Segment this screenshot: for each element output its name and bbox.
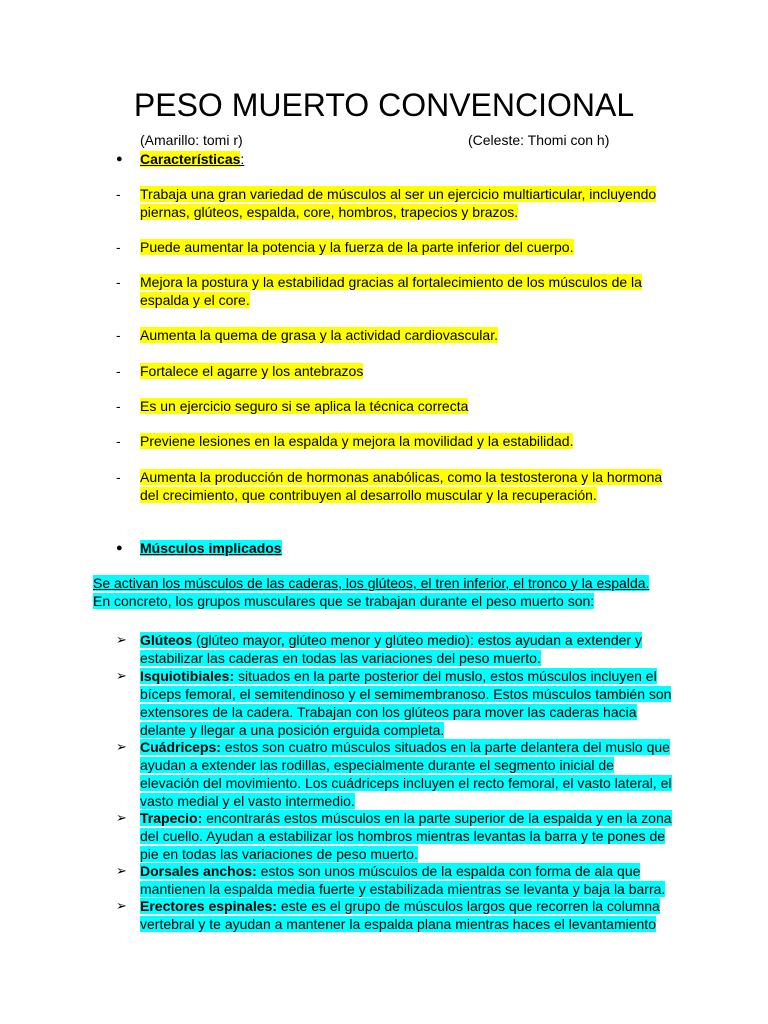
dash-marker: - bbox=[116, 363, 121, 379]
item-text: Mejora la postura y la estabilidad gracias al fortalecimiento de los músculos de la espalda y el core. bbox=[140, 274, 642, 308]
arrow-bullet-icon: ➢ bbox=[116, 898, 127, 913]
muscle-desc: este es el grupo de músculos largos que recorren la columna vertebral y te ayudan a mantener la espalda plana mientras haces el levantamiento bbox=[140, 898, 660, 932]
intro-line-2: En concreto, los grupos musculares que se trabajan durante el peso muerto son: bbox=[93, 593, 595, 609]
dash-marker: - bbox=[116, 398, 121, 414]
intro-paragraph bbox=[93, 574, 673, 610]
legend-cyan: (Celeste: Thomi con h) bbox=[468, 132, 610, 148]
item-text: Aumenta la producción de hormonas anabólicas, como la testosterona y la hormona del crecimiento, que contribuyen al desarrollo muscular y la recuperación. bbox=[140, 469, 663, 503]
muscle-desc: estos son unos músculos de la espalda con forma de ala que mantienen la espalda media fuerte y estabilizada mientras se levanta y baja la barra. bbox=[140, 863, 666, 897]
page-title: PESO MUERTO CONVENCIONAL bbox=[133, 87, 635, 123]
intro-line-1: Se activan los músculos de las caderas, los glúteos, el tren inferior, el tronco y la espalda. bbox=[93, 575, 650, 591]
arrow-bullet-icon: ➢ bbox=[116, 668, 127, 683]
muscle-desc: estos son cuatro músculos situados en la parte delantera del muslo que ayudan a extender las rodillas, especialmente durante el segmento inicial de elevación del movimiento. Los cuádriceps incluyen el recto femoral, el vasto lateral, el vasto medial y el vasto intermedio. bbox=[140, 739, 672, 809]
heading-colon: : bbox=[240, 151, 245, 167]
muscle-name: Trapecio: bbox=[140, 810, 203, 826]
muscle-name: Erectores espinales: bbox=[140, 898, 277, 914]
dash-marker: - bbox=[116, 239, 121, 255]
item-text: Fortalece el agarre y los antebrazos bbox=[140, 363, 364, 379]
muscle-name: Cuádriceps: bbox=[140, 739, 221, 755]
muscle-name: Isquiotibiales: bbox=[140, 668, 235, 684]
arrow-bullet-icon: ➢ bbox=[116, 632, 127, 647]
muscle-name: Glúteos bbox=[140, 632, 193, 648]
section-heading: Músculos implicados bbox=[140, 540, 282, 556]
section-heading: Características bbox=[140, 151, 241, 167]
arrow-bullet-icon: ➢ bbox=[116, 863, 127, 878]
item-text: Es un ejercicio seguro si se aplica la técnica correcta bbox=[140, 398, 469, 414]
bullet-icon: ● bbox=[116, 153, 123, 165]
muscle-desc: (glúteo mayor, glúteo menor y glúteo medio): estos ayudan a extender y estabilizar las caderas en todas las variaciones del peso muerto. bbox=[140, 632, 642, 666]
item-text: Trabaja una gran variedad de músculos al ser un ejercicio multiarticular, incluyendo piernas, glúteos, espalda, core, hombros, trapecios y brazos. bbox=[140, 186, 657, 220]
item-text: Aumenta la quema de grasa y la actividad cardiovascular. bbox=[140, 327, 498, 343]
dash-marker: - bbox=[116, 433, 121, 449]
muscle-desc: encontrarás estos músculos en la parte superior de la espalda y en la zona del cuello. Ayudan a estabilizar los hombros mientras levantas la barra y te pones de pie en todas las variaciones de peso muerto. bbox=[140, 810, 672, 862]
muscle-desc: situados en la parte posterior del muslo, estos músculos incluyen el bíceps femoral, el semitendinoso y el semimembranoso. Estos músculos también son extensores de la cadera. Trabajan con los glúteos para mover las caderas hacia delante y llegar a una posición erguida completa. bbox=[140, 668, 672, 738]
arrow-bullet-icon: ➢ bbox=[116, 739, 127, 754]
item-text: Puede aumentar la potencia y la fuerza de la parte inferior del cuerpo. bbox=[140, 239, 574, 255]
bullet-icon: ● bbox=[116, 542, 123, 554]
dash-marker: - bbox=[116, 186, 121, 202]
dash-marker: - bbox=[116, 469, 121, 485]
legend-yellow: (Amarillo: tomi r) bbox=[140, 132, 243, 148]
dash-marker: - bbox=[116, 274, 121, 290]
arrow-bullet-icon: ➢ bbox=[116, 810, 127, 825]
dash-marker: - bbox=[116, 327, 121, 343]
item-text: Previene lesiones en la espalda y mejora la movilidad y la estabilidad. bbox=[140, 433, 574, 449]
muscle-name: Dorsales anchos: bbox=[140, 863, 257, 879]
